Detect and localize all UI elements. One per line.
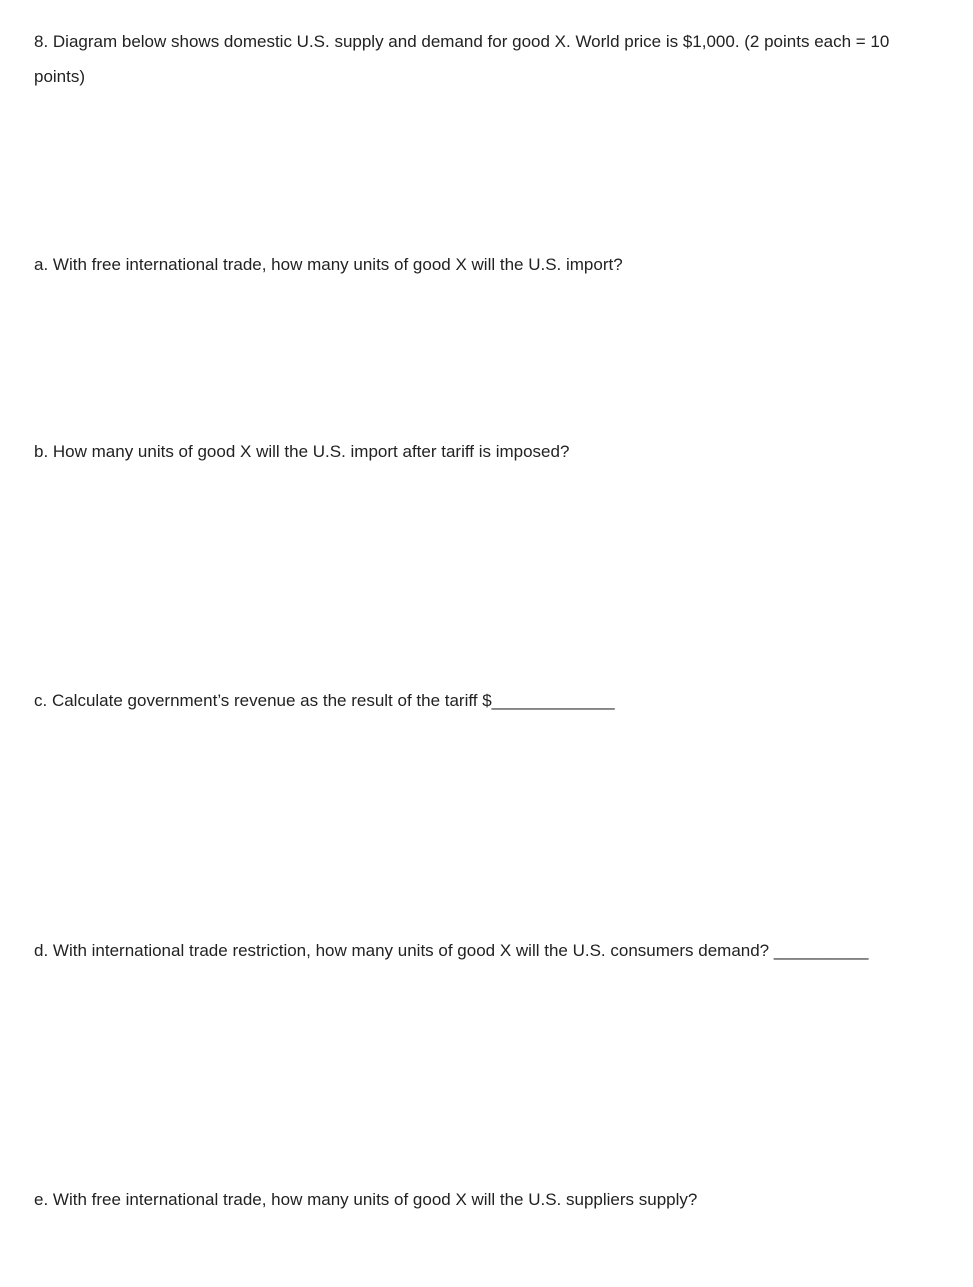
intro-line-1: 8. Diagram below shows domestic U.S. supply and demand for good X. World price is $1,000. (2 points each = 10: [34, 32, 890, 51]
intro-line-2: points): [34, 67, 86, 86]
question-c: c. Calculate government’s revenue as the result of the tariff $_____________: [34, 691, 615, 710]
question-b: b. How many units of good X will the U.S. import after tariff is imposed?: [34, 442, 570, 461]
question-d: d. With international trade restriction, how many units of good X will the U.S. consumers demand? __________: [34, 941, 869, 960]
question-a: a. With free international trade, how many units of good X will the U.S. import?: [34, 255, 623, 274]
question-e: e. With free international trade, how many units of good X will the U.S. suppliers supply?: [34, 1190, 698, 1209]
